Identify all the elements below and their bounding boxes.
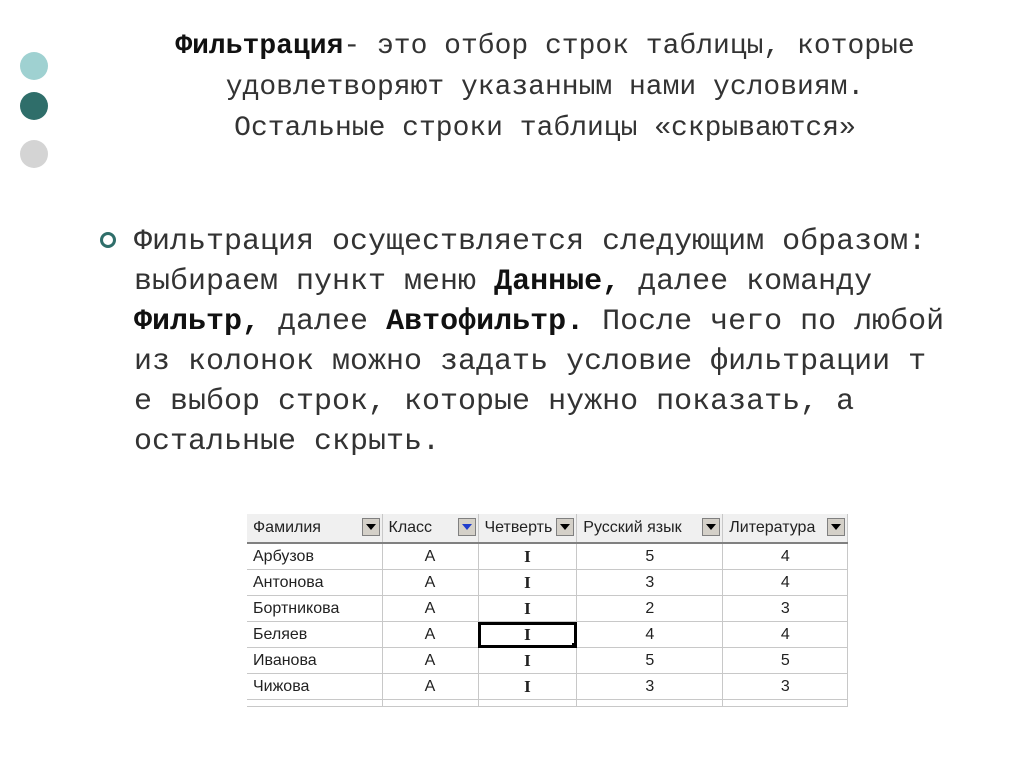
empty-cell bbox=[247, 700, 382, 707]
cell-class[interactable]: А bbox=[382, 570, 478, 596]
table-row bbox=[247, 543, 848, 570]
cell-surname[interactable]: Иванова bbox=[247, 648, 382, 674]
filter-dropdown-icon[interactable] bbox=[827, 518, 845, 536]
bullet-menu-name: Данные, bbox=[494, 265, 621, 299]
table-row bbox=[247, 648, 848, 674]
cell-surname[interactable]: Арбузов bbox=[247, 543, 382, 570]
cell-literature[interactable]: 3 bbox=[723, 674, 848, 700]
bullet-circle-icon bbox=[100, 232, 116, 248]
cell-quarter[interactable]: I bbox=[478, 570, 577, 596]
empty-cell bbox=[382, 700, 478, 707]
autofilter-sheet bbox=[247, 514, 849, 709]
header-cell-class: Класс bbox=[382, 514, 478, 543]
cell-quarter[interactable]: I bbox=[478, 648, 577, 674]
header-row bbox=[247, 514, 848, 543]
empty-cell bbox=[478, 700, 577, 707]
cell-literature[interactable]: 4 bbox=[723, 570, 848, 596]
bullet-part-2: далее команду bbox=[620, 265, 873, 299]
title-definition: - это отбор строк таблицы, которые удовлетворяют указанным нами условиям. Остальные строки таблицы «скрываются» bbox=[225, 31, 915, 144]
cell-literature[interactable]: 4 bbox=[723, 622, 848, 648]
cell-class[interactable]: А bbox=[382, 648, 478, 674]
autofilter-table bbox=[247, 514, 848, 707]
cell-class[interactable]: А bbox=[382, 622, 478, 648]
bullet-part-1: Фильтрация осуществляется следующим образом: выбираем пункт меню bbox=[134, 225, 927, 299]
bullet-part-3: далее bbox=[260, 305, 387, 339]
cell-class[interactable]: А bbox=[382, 596, 478, 622]
cell-quarter[interactable]: I bbox=[478, 674, 577, 700]
decor-dot-dark bbox=[20, 92, 48, 120]
slide-title bbox=[150, 26, 940, 149]
table-row bbox=[247, 596, 848, 622]
header-cell-literature: Литература bbox=[723, 514, 848, 543]
cell-class[interactable]: А bbox=[382, 543, 478, 570]
cell-russian[interactable]: 5 bbox=[577, 648, 723, 674]
filter-dropdown-icon[interactable] bbox=[362, 518, 380, 536]
cell-russian[interactable]: 2 bbox=[577, 596, 723, 622]
cell-quarter-selected[interactable]: I bbox=[478, 622, 577, 648]
table-row bbox=[247, 570, 848, 596]
cell-surname[interactable]: Бортникова bbox=[247, 596, 382, 622]
cell-literature[interactable]: 5 bbox=[723, 648, 848, 674]
cell-surname[interactable]: Антонова bbox=[247, 570, 382, 596]
cell-russian[interactable]: 5 bbox=[577, 543, 723, 570]
table-row bbox=[247, 674, 848, 700]
title-term: Фильтрация bbox=[175, 31, 344, 62]
table-row bbox=[247, 622, 848, 648]
cell-literature[interactable]: 4 bbox=[723, 543, 848, 570]
decor-dot-light bbox=[20, 52, 48, 80]
bullet-part-4: После чего по любой из колонок можно задать условие фильтрации т е выбор строк, которые нужно показать, а остальные скрыть. bbox=[134, 305, 945, 459]
header-cell-surname: Фамилия bbox=[247, 514, 382, 543]
header-cell-quarter: Четверть bbox=[478, 514, 577, 543]
bullet-command-name: Фильтр, bbox=[134, 305, 261, 339]
empty-cell bbox=[723, 700, 848, 707]
cell-class[interactable]: А bbox=[382, 674, 478, 700]
cell-quarter[interactable]: I bbox=[478, 596, 577, 622]
filter-dropdown-active-icon[interactable] bbox=[458, 518, 476, 536]
filter-dropdown-icon[interactable] bbox=[702, 518, 720, 536]
cell-surname[interactable]: Чижова bbox=[247, 674, 382, 700]
table-row-empty bbox=[247, 700, 848, 707]
cell-literature[interactable]: 3 bbox=[723, 596, 848, 622]
header-cell-russian: Русский язык bbox=[577, 514, 723, 543]
bullet-subcommand-name: Автофильтр. bbox=[386, 305, 585, 339]
cell-surname[interactable]: Беляев bbox=[247, 622, 382, 648]
cell-quarter[interactable]: I bbox=[478, 543, 577, 570]
filter-dropdown-icon[interactable] bbox=[556, 518, 574, 536]
decor-dot-gray bbox=[20, 140, 48, 168]
cell-russian[interactable]: 3 bbox=[577, 674, 723, 700]
cell-russian[interactable]: 4 bbox=[577, 622, 723, 648]
empty-cell bbox=[577, 700, 723, 707]
bullet-text bbox=[134, 222, 954, 462]
cell-russian[interactable]: 3 bbox=[577, 570, 723, 596]
